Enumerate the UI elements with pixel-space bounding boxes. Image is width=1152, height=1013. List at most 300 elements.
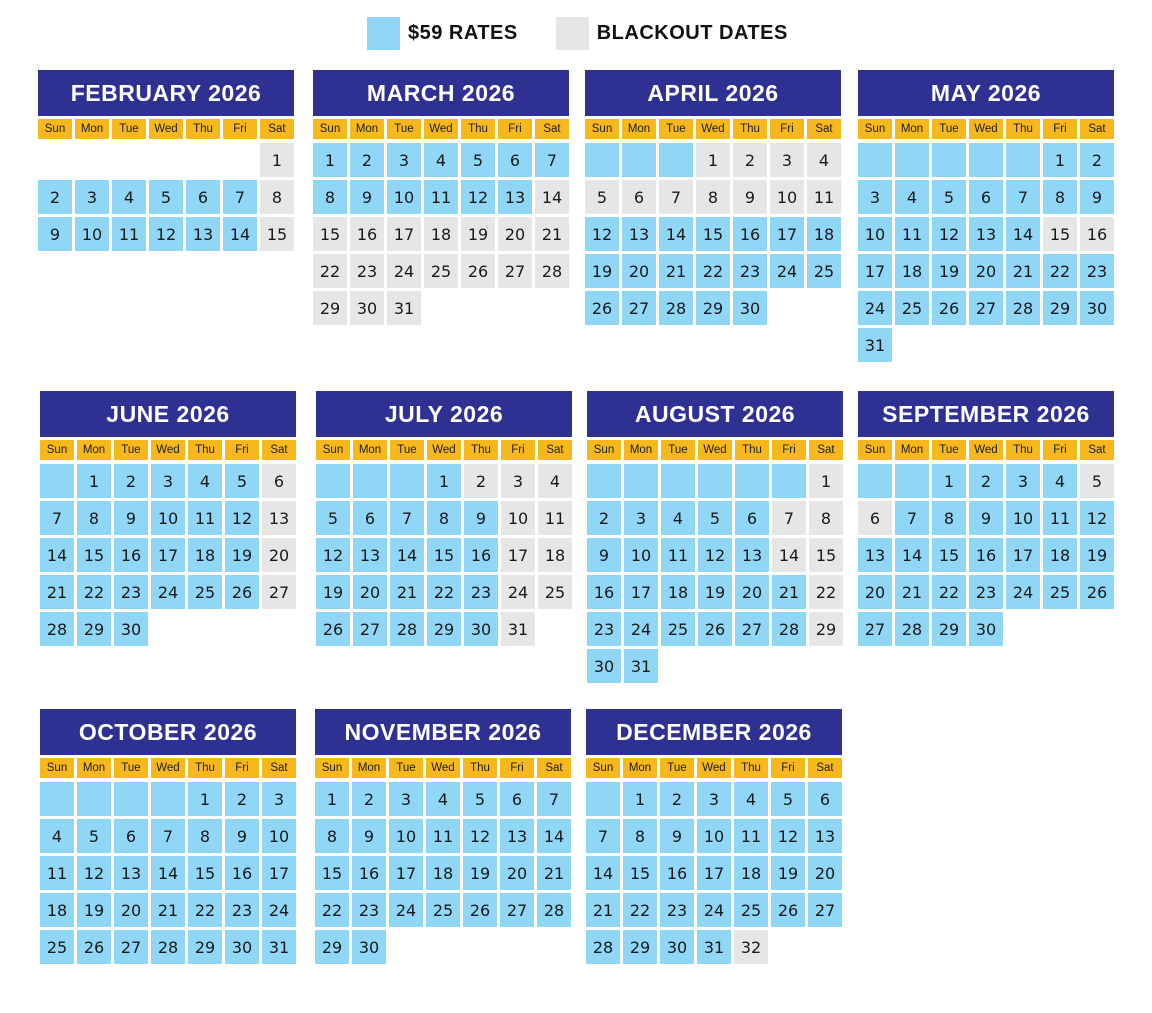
blank-day-cell[interactable]	[585, 143, 619, 177]
blank-day-cell[interactable]	[40, 464, 74, 498]
day-cell[interactable]: 27	[808, 893, 842, 927]
day-cell[interactable]: 3	[389, 782, 423, 816]
day-cell[interactable]: 17	[697, 856, 731, 890]
day-cell[interactable]: 1	[623, 782, 657, 816]
day-cell[interactable]: 12	[585, 217, 619, 251]
day-cell[interactable]: 30	[464, 612, 498, 646]
day-cell[interactable]: 22	[696, 254, 730, 288]
day-cell[interactable]: 7	[151, 819, 185, 853]
day-cell[interactable]: 28	[40, 612, 74, 646]
day-cell[interactable]: 30	[225, 930, 259, 964]
day-cell[interactable]: 2	[352, 782, 386, 816]
day-cell[interactable]: 12	[1080, 501, 1114, 535]
day-cell[interactable]: 9	[660, 819, 694, 853]
day-cell[interactable]: 21	[659, 254, 693, 288]
day-cell[interactable]: 19	[77, 893, 111, 927]
day-cell[interactable]: 27	[622, 291, 656, 325]
day-cell[interactable]: 5	[149, 180, 183, 214]
day-cell[interactable]: 2	[733, 143, 767, 177]
day-cell[interactable]: 11	[112, 217, 146, 251]
day-cell[interactable]: 14	[390, 538, 424, 572]
day-cell[interactable]: 5	[698, 501, 732, 535]
day-cell[interactable]: 13	[262, 501, 296, 535]
day-cell[interactable]: 11	[734, 819, 768, 853]
day-cell[interactable]: 1	[1043, 143, 1077, 177]
day-cell[interactable]: 22	[315, 893, 349, 927]
day-cell[interactable]: 7	[223, 180, 257, 214]
blank-day-cell[interactable]	[390, 464, 424, 498]
day-cell[interactable]: 12	[149, 217, 183, 251]
blank-day-cell[interactable]	[151, 782, 185, 816]
day-cell[interactable]: 11	[1043, 501, 1077, 535]
day-cell[interactable]: 16	[969, 538, 1003, 572]
day-cell[interactable]: 18	[40, 893, 74, 927]
day-cell[interactable]: 13	[969, 217, 1003, 251]
day-cell[interactable]: 20	[114, 893, 148, 927]
day-cell[interactable]: 4	[1043, 464, 1077, 498]
day-cell[interactable]: 19	[463, 856, 497, 890]
day-cell[interactable]: 22	[809, 575, 843, 609]
day-cell[interactable]: 6	[498, 143, 532, 177]
day-cell[interactable]: 6	[114, 819, 148, 853]
day-cell[interactable]: 1	[188, 782, 222, 816]
day-cell[interactable]: 13	[858, 538, 892, 572]
day-cell[interactable]: 1	[260, 143, 294, 177]
day-cell[interactable]: 28	[586, 930, 620, 964]
day-cell[interactable]: 16	[464, 538, 498, 572]
day-cell[interactable]: 22	[313, 254, 347, 288]
day-cell[interactable]: 28	[659, 291, 693, 325]
day-cell[interactable]: 23	[660, 893, 694, 927]
day-cell[interactable]: 12	[463, 819, 497, 853]
blank-day-cell[interactable]	[698, 464, 732, 498]
day-cell[interactable]: 5	[316, 501, 350, 535]
day-cell[interactable]: 15	[188, 856, 222, 890]
day-cell[interactable]: 26	[1080, 575, 1114, 609]
day-cell[interactable]: 8	[260, 180, 294, 214]
blank-day-cell[interactable]	[622, 143, 656, 177]
day-cell[interactable]: 17	[262, 856, 296, 890]
day-cell[interactable]: 10	[624, 538, 658, 572]
day-cell[interactable]: 17	[151, 538, 185, 572]
day-cell[interactable]: 30	[1080, 291, 1114, 325]
day-cell[interactable]: 13	[735, 538, 769, 572]
day-cell[interactable]: 22	[188, 893, 222, 927]
day-cell[interactable]: 4	[895, 180, 929, 214]
day-cell[interactable]: 6	[969, 180, 1003, 214]
day-cell[interactable]: 21	[390, 575, 424, 609]
blank-day-cell[interactable]	[587, 464, 621, 498]
day-cell[interactable]: 23	[733, 254, 767, 288]
day-cell[interactable]: 9	[587, 538, 621, 572]
day-cell[interactable]: 27	[114, 930, 148, 964]
day-cell[interactable]: 18	[538, 538, 572, 572]
day-cell[interactable]: 7	[390, 501, 424, 535]
day-cell[interactable]: 27	[262, 575, 296, 609]
day-cell[interactable]: 24	[151, 575, 185, 609]
day-cell[interactable]: 8	[1043, 180, 1077, 214]
day-cell[interactable]: 6	[262, 464, 296, 498]
blank-day-cell[interactable]	[858, 464, 892, 498]
day-cell[interactable]: 15	[1043, 217, 1077, 251]
day-cell[interactable]: 1	[932, 464, 966, 498]
day-cell[interactable]: 23	[114, 575, 148, 609]
day-cell[interactable]: 5	[1080, 464, 1114, 498]
day-cell[interactable]: 10	[389, 819, 423, 853]
day-cell[interactable]: 4	[734, 782, 768, 816]
day-cell[interactable]: 28	[895, 612, 929, 646]
day-cell[interactable]: 10	[501, 501, 535, 535]
day-cell[interactable]: 29	[623, 930, 657, 964]
day-cell[interactable]: 24	[387, 254, 421, 288]
day-cell[interactable]: 5	[463, 782, 497, 816]
day-cell[interactable]: 31	[697, 930, 731, 964]
day-cell[interactable]: 21	[895, 575, 929, 609]
day-cell[interactable]: 8	[188, 819, 222, 853]
day-cell[interactable]: 25	[538, 575, 572, 609]
day-cell[interactable]: 21	[40, 575, 74, 609]
day-cell[interactable]: 11	[424, 180, 458, 214]
day-cell[interactable]: 16	[733, 217, 767, 251]
day-cell[interactable]: 8	[427, 501, 461, 535]
day-cell[interactable]: 18	[661, 575, 695, 609]
blank-day-cell[interactable]	[932, 143, 966, 177]
day-cell[interactable]: 3	[501, 464, 535, 498]
day-cell[interactable]: 4	[424, 143, 458, 177]
day-cell[interactable]: 3	[1006, 464, 1040, 498]
day-cell[interactable]: 6	[858, 501, 892, 535]
day-cell[interactable]: 10	[75, 217, 109, 251]
day-cell[interactable]: 14	[535, 180, 569, 214]
day-cell[interactable]: 19	[771, 856, 805, 890]
day-cell[interactable]: 12	[698, 538, 732, 572]
day-cell[interactable]: 13	[808, 819, 842, 853]
day-cell[interactable]: 14	[40, 538, 74, 572]
day-cell[interactable]: 19	[461, 217, 495, 251]
blank-day-cell[interactable]	[772, 464, 806, 498]
day-cell[interactable]: 29	[77, 612, 111, 646]
day-cell[interactable]: 19	[225, 538, 259, 572]
blank-day-cell[interactable]	[624, 464, 658, 498]
day-cell[interactable]: 20	[858, 575, 892, 609]
day-cell[interactable]: 17	[501, 538, 535, 572]
day-cell[interactable]: 10	[151, 501, 185, 535]
day-cell[interactable]: 30	[350, 291, 384, 325]
day-cell[interactable]: 19	[316, 575, 350, 609]
day-cell[interactable]: 3	[858, 180, 892, 214]
day-cell[interactable]: 30	[114, 612, 148, 646]
day-cell[interactable]: 18	[188, 538, 222, 572]
day-cell[interactable]: 25	[424, 254, 458, 288]
blank-day-cell[interactable]	[1006, 143, 1040, 177]
day-cell[interactable]: 14	[895, 538, 929, 572]
day-cell[interactable]: 10	[262, 819, 296, 853]
day-cell[interactable]: 16	[352, 856, 386, 890]
day-cell[interactable]: 26	[225, 575, 259, 609]
day-cell[interactable]: 6	[622, 180, 656, 214]
day-cell[interactable]: 2	[587, 501, 621, 535]
day-cell[interactable]: 22	[623, 893, 657, 927]
day-cell[interactable]: 25	[40, 930, 74, 964]
day-cell[interactable]: 26	[316, 612, 350, 646]
day-cell[interactable]: 25	[1043, 575, 1077, 609]
day-cell[interactable]: 32	[734, 930, 768, 964]
day-cell[interactable]: 3	[770, 143, 804, 177]
day-cell[interactable]: 28	[537, 893, 571, 927]
day-cell[interactable]: 11	[895, 217, 929, 251]
day-cell[interactable]: 18	[424, 217, 458, 251]
blank-day-cell[interactable]	[659, 143, 693, 177]
day-cell[interactable]: 30	[969, 612, 1003, 646]
day-cell[interactable]: 9	[350, 180, 384, 214]
day-cell[interactable]: 5	[585, 180, 619, 214]
day-cell[interactable]: 21	[151, 893, 185, 927]
day-cell[interactable]: 15	[260, 217, 294, 251]
day-cell[interactable]: 8	[696, 180, 730, 214]
day-cell[interactable]: 24	[262, 893, 296, 927]
day-cell[interactable]: 21	[1006, 254, 1040, 288]
day-cell[interactable]: 12	[316, 538, 350, 572]
day-cell[interactable]: 31	[262, 930, 296, 964]
day-cell[interactable]: 1	[427, 464, 461, 498]
day-cell[interactable]: 6	[500, 782, 534, 816]
day-cell[interactable]: 5	[932, 180, 966, 214]
day-cell[interactable]: 28	[390, 612, 424, 646]
day-cell[interactable]: 6	[353, 501, 387, 535]
day-cell[interactable]: 4	[112, 180, 146, 214]
day-cell[interactable]: 27	[735, 612, 769, 646]
blank-day-cell[interactable]	[858, 143, 892, 177]
day-cell[interactable]: 8	[932, 501, 966, 535]
day-cell[interactable]: 15	[623, 856, 657, 890]
day-cell[interactable]: 27	[498, 254, 532, 288]
blank-day-cell[interactable]	[895, 464, 929, 498]
day-cell[interactable]: 16	[114, 538, 148, 572]
day-cell[interactable]: 30	[352, 930, 386, 964]
day-cell[interactable]: 17	[624, 575, 658, 609]
day-cell[interactable]: 26	[932, 291, 966, 325]
day-cell[interactable]: 15	[932, 538, 966, 572]
day-cell[interactable]: 28	[535, 254, 569, 288]
day-cell[interactable]: 28	[772, 612, 806, 646]
day-cell[interactable]: 19	[698, 575, 732, 609]
day-cell[interactable]: 8	[809, 501, 843, 535]
day-cell[interactable]: 19	[585, 254, 619, 288]
day-cell[interactable]: 22	[1043, 254, 1077, 288]
day-cell[interactable]: 5	[225, 464, 259, 498]
day-cell[interactable]: 14	[537, 819, 571, 853]
day-cell[interactable]: 18	[807, 217, 841, 251]
day-cell[interactable]: 16	[350, 217, 384, 251]
day-cell[interactable]: 22	[932, 575, 966, 609]
day-cell[interactable]: 19	[1080, 538, 1114, 572]
day-cell[interactable]: 10	[387, 180, 421, 214]
day-cell[interactable]: 17	[389, 856, 423, 890]
day-cell[interactable]: 10	[697, 819, 731, 853]
day-cell[interactable]: 19	[932, 254, 966, 288]
day-cell[interactable]: 2	[464, 464, 498, 498]
day-cell[interactable]: 15	[809, 538, 843, 572]
day-cell[interactable]: 20	[498, 217, 532, 251]
day-cell[interactable]: 27	[858, 612, 892, 646]
day-cell[interactable]: 1	[315, 782, 349, 816]
day-cell[interactable]: 29	[188, 930, 222, 964]
day-cell[interactable]: 20	[735, 575, 769, 609]
day-cell[interactable]: 22	[77, 575, 111, 609]
day-cell[interactable]: 10	[1006, 501, 1040, 535]
day-cell[interactable]: 5	[461, 143, 495, 177]
day-cell[interactable]: 3	[262, 782, 296, 816]
blank-day-cell[interactable]	[586, 782, 620, 816]
day-cell[interactable]: 23	[350, 254, 384, 288]
day-cell[interactable]: 28	[1006, 291, 1040, 325]
day-cell[interactable]: 9	[114, 501, 148, 535]
day-cell[interactable]: 26	[461, 254, 495, 288]
day-cell[interactable]: 7	[537, 782, 571, 816]
day-cell[interactable]: 5	[771, 782, 805, 816]
day-cell[interactable]: 16	[1080, 217, 1114, 251]
day-cell[interactable]: 27	[500, 893, 534, 927]
day-cell[interactable]: 3	[697, 782, 731, 816]
day-cell[interactable]: 2	[225, 782, 259, 816]
day-cell[interactable]: 23	[352, 893, 386, 927]
day-cell[interactable]: 18	[734, 856, 768, 890]
day-cell[interactable]: 28	[151, 930, 185, 964]
blank-day-cell[interactable]	[661, 464, 695, 498]
day-cell[interactable]: 16	[660, 856, 694, 890]
day-cell[interactable]: 22	[427, 575, 461, 609]
blank-day-cell[interactable]	[114, 782, 148, 816]
day-cell[interactable]: 7	[40, 501, 74, 535]
day-cell[interactable]: 20	[622, 254, 656, 288]
day-cell[interactable]: 25	[734, 893, 768, 927]
day-cell[interactable]: 2	[114, 464, 148, 498]
day-cell[interactable]: 16	[225, 856, 259, 890]
day-cell[interactable]: 24	[501, 575, 535, 609]
blank-day-cell[interactable]	[40, 782, 74, 816]
day-cell[interactable]: 29	[315, 930, 349, 964]
day-cell[interactable]: 29	[313, 291, 347, 325]
day-cell[interactable]: 8	[315, 819, 349, 853]
day-cell[interactable]: 16	[587, 575, 621, 609]
day-cell[interactable]: 21	[537, 856, 571, 890]
day-cell[interactable]: 9	[1080, 180, 1114, 214]
day-cell[interactable]: 23	[464, 575, 498, 609]
day-cell[interactable]: 14	[223, 217, 257, 251]
day-cell[interactable]: 7	[535, 143, 569, 177]
day-cell[interactable]: 12	[932, 217, 966, 251]
day-cell[interactable]: 29	[809, 612, 843, 646]
day-cell[interactable]: 11	[538, 501, 572, 535]
day-cell[interactable]: 15	[77, 538, 111, 572]
day-cell[interactable]: 18	[1043, 538, 1077, 572]
blank-day-cell[interactable]	[353, 464, 387, 498]
day-cell[interactable]: 8	[623, 819, 657, 853]
day-cell[interactable]: 30	[587, 649, 621, 683]
day-cell[interactable]: 23	[969, 575, 1003, 609]
day-cell[interactable]: 30	[733, 291, 767, 325]
day-cell[interactable]: 7	[1006, 180, 1040, 214]
day-cell[interactable]: 26	[698, 612, 732, 646]
day-cell[interactable]: 2	[38, 180, 72, 214]
day-cell[interactable]: 17	[1006, 538, 1040, 572]
day-cell[interactable]: 4	[538, 464, 572, 498]
day-cell[interactable]: 2	[1080, 143, 1114, 177]
blank-day-cell[interactable]	[969, 143, 1003, 177]
day-cell[interactable]: 17	[770, 217, 804, 251]
day-cell[interactable]: 26	[463, 893, 497, 927]
day-cell[interactable]: 13	[353, 538, 387, 572]
day-cell[interactable]: 20	[353, 575, 387, 609]
day-cell[interactable]: 20	[500, 856, 534, 890]
blank-day-cell[interactable]	[316, 464, 350, 498]
day-cell[interactable]: 21	[772, 575, 806, 609]
day-cell[interactable]: 14	[1006, 217, 1040, 251]
day-cell[interactable]: 15	[696, 217, 730, 251]
day-cell[interactable]: 6	[808, 782, 842, 816]
day-cell[interactable]: 3	[151, 464, 185, 498]
day-cell[interactable]: 25	[188, 575, 222, 609]
day-cell[interactable]: 12	[461, 180, 495, 214]
day-cell[interactable]: 20	[262, 538, 296, 572]
day-cell[interactable]: 13	[498, 180, 532, 214]
day-cell[interactable]: 24	[389, 893, 423, 927]
day-cell[interactable]: 1	[77, 464, 111, 498]
day-cell[interactable]: 29	[696, 291, 730, 325]
day-cell[interactable]: 8	[77, 501, 111, 535]
day-cell[interactable]: 15	[427, 538, 461, 572]
day-cell[interactable]: 30	[660, 930, 694, 964]
day-cell[interactable]: 26	[771, 893, 805, 927]
day-cell[interactable]: 14	[586, 856, 620, 890]
day-cell[interactable]: 13	[186, 217, 220, 251]
day-cell[interactable]: 25	[807, 254, 841, 288]
day-cell[interactable]: 11	[661, 538, 695, 572]
blank-day-cell[interactable]	[735, 464, 769, 498]
day-cell[interactable]: 27	[353, 612, 387, 646]
day-cell[interactable]: 20	[969, 254, 1003, 288]
day-cell[interactable]: 24	[1006, 575, 1040, 609]
day-cell[interactable]: 21	[586, 893, 620, 927]
day-cell[interactable]: 31	[858, 328, 892, 362]
day-cell[interactable]: 26	[77, 930, 111, 964]
day-cell[interactable]: 9	[225, 819, 259, 853]
day-cell[interactable]: 21	[535, 217, 569, 251]
day-cell[interactable]: 31	[387, 291, 421, 325]
day-cell[interactable]: 23	[587, 612, 621, 646]
day-cell[interactable]: 9	[969, 501, 1003, 535]
day-cell[interactable]: 23	[1080, 254, 1114, 288]
day-cell[interactable]: 12	[225, 501, 259, 535]
day-cell[interactable]: 24	[858, 291, 892, 325]
day-cell[interactable]: 4	[807, 143, 841, 177]
day-cell[interactable]: 13	[500, 819, 534, 853]
day-cell[interactable]: 23	[225, 893, 259, 927]
day-cell[interactable]: 7	[772, 501, 806, 535]
day-cell[interactable]: 11	[807, 180, 841, 214]
day-cell[interactable]: 4	[188, 464, 222, 498]
day-cell[interactable]: 31	[624, 649, 658, 683]
day-cell[interactable]: 29	[932, 612, 966, 646]
day-cell[interactable]: 3	[624, 501, 658, 535]
day-cell[interactable]: 17	[858, 254, 892, 288]
blank-day-cell[interactable]	[77, 782, 111, 816]
day-cell[interactable]: 29	[1043, 291, 1077, 325]
day-cell[interactable]: 20	[808, 856, 842, 890]
day-cell[interactable]: 2	[660, 782, 694, 816]
day-cell[interactable]: 14	[659, 217, 693, 251]
day-cell[interactable]: 18	[895, 254, 929, 288]
